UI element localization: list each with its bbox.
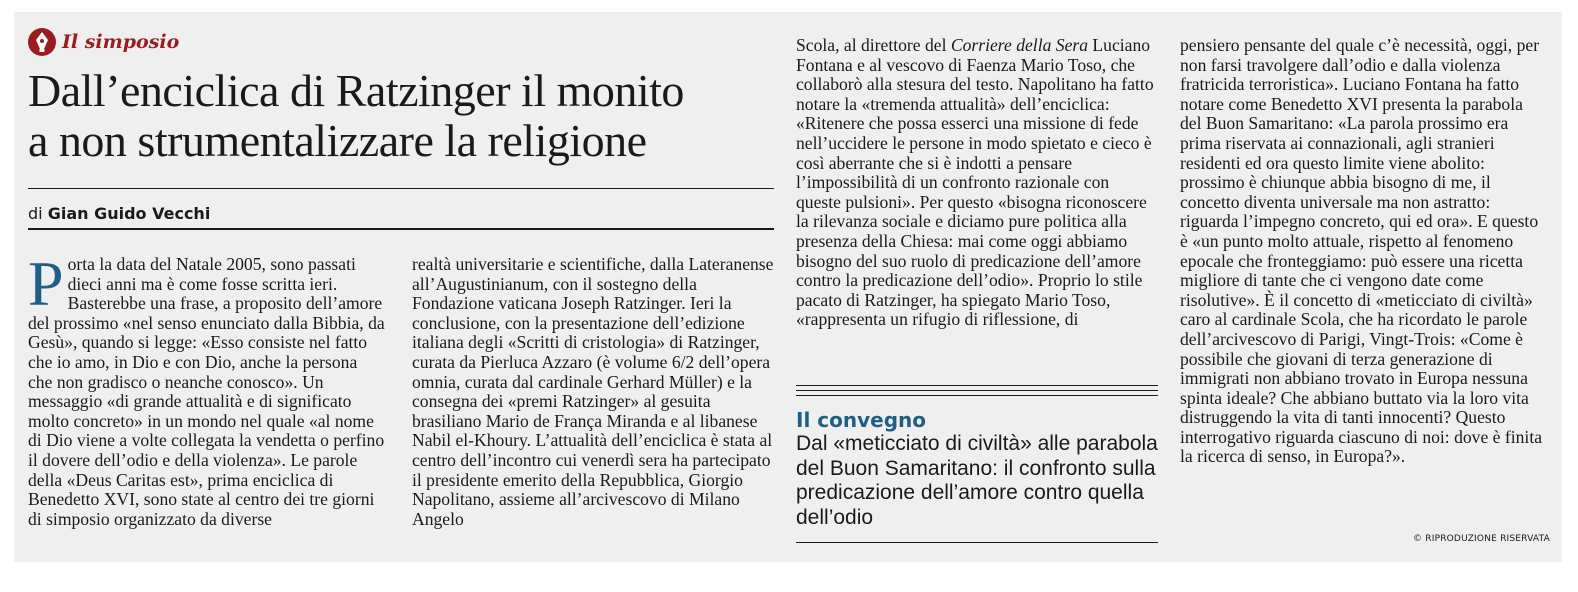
box-rule-bottom [796,542,1158,543]
column-2-text: realtà universitarie e scientifiche, dalla Lateranense all’Augustinianum, con il sostegno della Fondazione vaticana Joseph Ratzinger. Ieri la conclusione, con la presentazione dell’edizione italiana degli «Scritti di cristologia» di Ratzinger, curata da Pierluca Azzaro (è volume 6/2 dell’opera omnia, curata dal cardinale Gerhard Müller) e la consegna dei «premi Ratzinger» al gesuita brasiliano Mario de França Miranda e al libanese Nabil el-Khoury. L’attualità dell’enciclica è stata al centro dell’incontro cui venerdì sera ha partecipato il presidente emerito della Repubblica, Giorgio Napolitano, assieme all’arcivescovo di Milano Angelo [412,254,774,529]
byline-rule [28,228,774,230]
box-rule-top-1 [796,385,1158,386]
pen-nib-icon [28,28,56,56]
section-label: Il simposio [62,31,180,53]
article-column-2 [412,255,776,529]
headline-rule [28,188,774,189]
column-3-text-a: Scola, al direttore del [796,35,951,55]
box-rule-top-2 [796,390,1158,391]
article-page [14,12,1562,562]
headline-line-1: Dall’enciclica di Ratzinger il monito [28,65,684,116]
column-1-text: orta la data del Natale 2005, sono passati dieci anni ma è come fosse scritta ieri. Basterebbe una frase, a proposito dell’amore del prossimo «nel senso enunciato dalla Bibbia, da Gesù», quando si legge: «Esso consiste nel fatto che io amo, in Dio e con Dio, anche la persona che non gradisco o neanche conosco». Un messaggio «di grande attualità e di significato molto concreto» in un mondo nel quale «al nome di Dio viene a volte collegata la vendetta o perfino il dovere dell’odio e della violenza». Le parole della «Deus Caritas est», prima enciclica di Benedetto XVI, sono state al centro dei tre giorni di simposio organizzato da diverse [28,254,385,529]
newspaper-title: Corriere della Sera [950,35,1089,55]
headline [28,66,788,166]
byline [28,204,210,223]
section-kicker [28,28,179,56]
headline-line-2: a non strumentalizzare la religione [28,115,647,166]
box-rule-top-3 [796,395,1158,396]
drop-cap: P [28,248,64,319]
box-summary: Dal «meticciato di civiltà» alle parabola del Buon Samaritano: il confronto sulla predicazione dell’amore contro quella dell’odio [796,432,1158,529]
box-kicker: Il convegno [796,408,926,432]
article-column-1 [28,248,386,529]
article-column-3 [796,36,1158,330]
byline-prefix: di [28,204,43,223]
column-3-text-b: Luciano Fontana e al vescovo di Faenza Mario Toso, che collaborò alla stesura del testo. Napolitano ha fatto notare la «tremenda attualità» dell’enciclica: «Ritenere che possa esserci una missione di fede nell’uccidere le persone in modo spietato e cieco è così aberrante che si è indotti a pensare l’impossibilità di un confronto razionale con queste pulsioni». Per questo «bisogna riconoscere la rilevanza sociale e diciamo pure politica alla presenza della Chiesa: mai come oggi abbiamo bisogno del suo ruolo di predicazione dell’amore contro la predicazione dell’odio». Proprio lo stile pacato di Ratzinger, ha spiegato Mario Toso, «rappresenta un rifugio di riflessione, di [796,35,1154,330]
article-column-4 [1180,36,1544,467]
byline-author: Gian Guido Vecchi [47,204,211,223]
column-4-text: pensiero pensante del quale c’è necessità, oggi, per non farsi travolgere dall’odio e dalla violenza fratricida terroristica». Luciano Fontana ha fatto notare come Benedetto XVI presenta la parabola del Buon Samaritano: «La parola prossimo era prima riservata ai connazionali, agli stranieri residenti ed ora questo limite viene abolito: prossimo è chiunque abbia bisogno di me, il concetto diventa universale ma non astratto: riguarda l’impegno concreto, qui ed ora». E questo è «un punto molto attuale, rispetto al fenomeno epocale che fronteggiamo: può essere una ricetta migliore di tante che ci vengono date come risolutive». È il concetto di «meticciato di civiltà» caro al cardinale Scola, che ha ricordato le parole dell’arcivescovo di Parigi, Vingt-Trois: «Come è possibile che giovani di terza generazione di immigrati non abbiano trovato in Europa nessuna spinta ideale? Che abbiano buttato via la loro vita distruggendo la vita di tanti innocenti? Questo interrogativo riguarda ciascuno di noi: dove è finita la ricerca di senso, in Europa?». [1180,35,1543,467]
copyright-notice: © RIPRODUZIONE RISERVATA [1413,534,1550,544]
